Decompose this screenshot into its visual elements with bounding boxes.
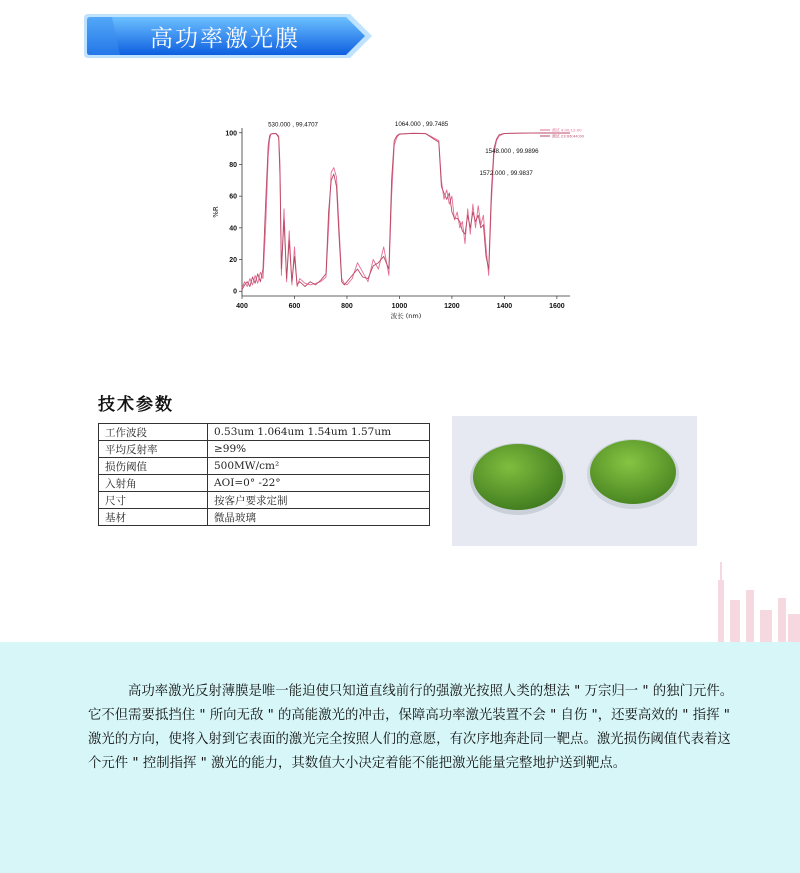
spec-label: 基材 [99,509,208,526]
peak-annotation: 1572.000 , 99.9837 [479,169,533,177]
y-tick-label: 60 [229,193,237,201]
table-row [99,509,430,526]
specs-title: 技术参数 [98,395,174,415]
x-tick-label: 1600 [549,303,565,310]
y-axis-label: %R [212,206,220,218]
peak-annotation: 1064.000 , 99.7485 [394,121,449,129]
spec-value: AOI=0° -22° [208,475,430,492]
spec-label: 工作波段 [99,424,208,441]
spec-value: 按客户要求定制 [208,492,430,509]
legend-entry: 测试 4:00:12:00 [552,127,582,133]
spec-label: 平均反射率 [99,441,208,458]
y-tick-label: 40 [229,225,237,233]
x-tick-label: 600 [288,303,301,310]
table-row [99,441,430,458]
x-tick-label: 800 [341,303,353,310]
x-tick-label: 1200 [444,303,460,310]
product-photo [452,416,697,546]
spec-label: 损伤阈值 [99,458,208,475]
y-tick-label: 80 [229,161,237,169]
spec-value: 0.53um 1.064um 1.54um 1.57um [208,424,430,441]
peak-annotation: 530.000 , 99.4707 [268,121,319,129]
spec-value: ≥99% [208,441,430,458]
spec-label: 入射角 [99,475,208,492]
peak-annotation: 1548.000 , 99.9896 [485,147,539,155]
spec-table [98,423,430,526]
table-row [99,475,430,492]
page-title: 高功率激光膜 [150,26,300,52]
skyline-decoration [690,540,800,650]
x-tick-label: 1000 [391,303,408,310]
spec-value: 500MW/cm² [208,458,430,475]
series-line-2 [242,133,570,290]
table-row [99,492,430,509]
table-row [99,458,430,475]
y-tick-label: 100 [225,130,237,138]
spec-value: 微晶玻璃 [208,509,430,526]
reflectance-chart [208,116,588,326]
x-tick-label: 400 [236,303,248,310]
legend-entry: 测试 23:06:44:00 [552,133,584,139]
x-tick-label: 1400 [496,303,513,310]
y-tick-label: 0 [233,288,237,296]
table-row [99,424,430,441]
spec-label: 尺寸 [99,492,208,509]
y-tick-label: 20 [229,257,237,265]
description-paragraph: 高功率激光反射薄膜是唯一能迫使只知道直线前行的强激光按照人类的想法 " 万宗归一 " 的独门元件。它不但需要抵挡住 " 所向无敌 " 的高能激光的冲击，保障高功率激光装置不会 " 自伤 "，还要高效的 " 指挥 " 激光的方向，使将入射到它表面的激光完全按照人们的意愿，有次序地奔赴同一靶点。激光损伤阈值代表着这个元件 " 控制指挥 " 激光的能力，其数值大小决定着能不能把激光能量完整地护送到靶点。 [88,684,734,771]
x-axis-label: 波长 (nm) [390,312,422,320]
